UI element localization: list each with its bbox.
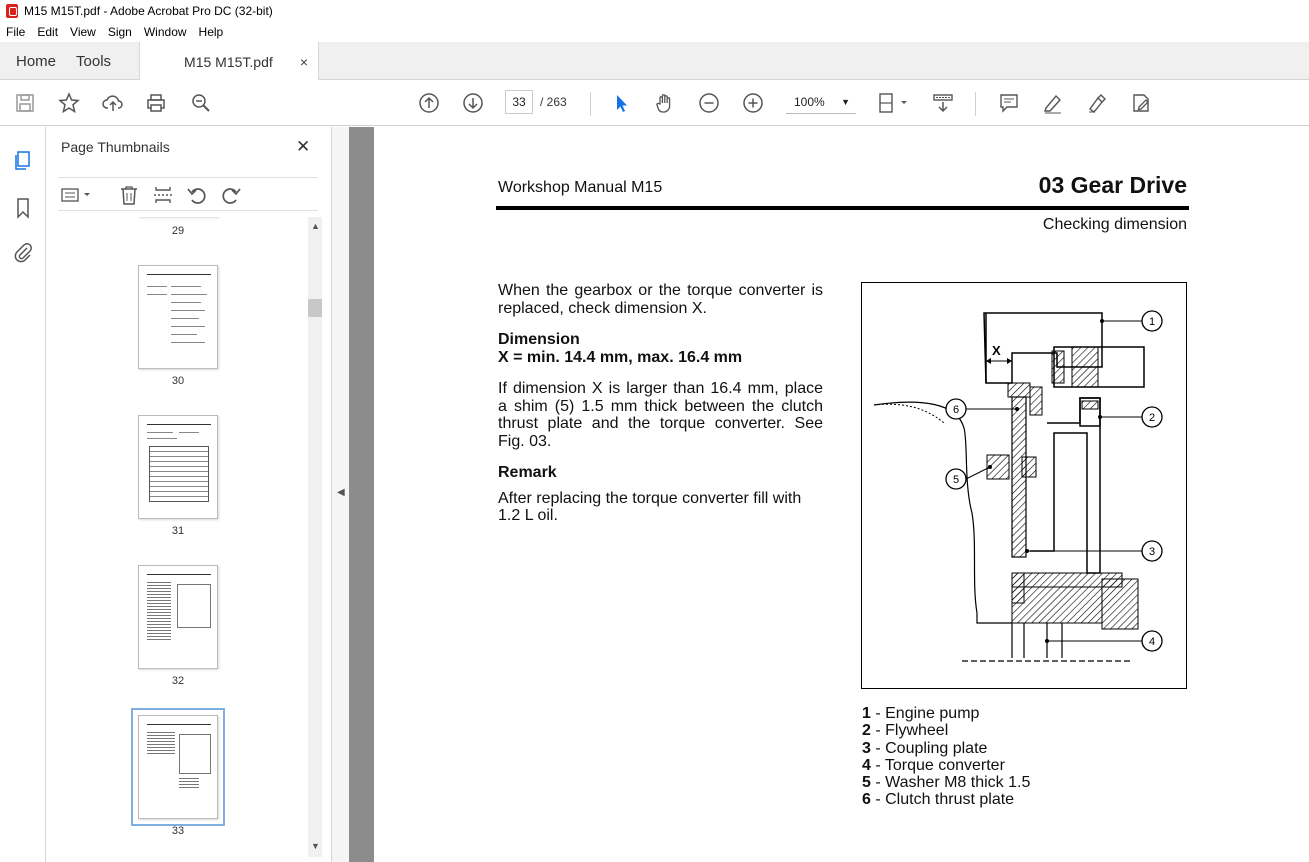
bookmark-star-icon[interactable] (56, 90, 82, 116)
thumbnail-label: 31 (171, 525, 185, 537)
zoom-level-select[interactable] (786, 90, 856, 114)
rotate-right-icon[interactable] (220, 184, 242, 206)
header-subtitle: Checking dimension (1042, 216, 1187, 233)
thumbnail-label: 33 (171, 825, 185, 837)
window-title: M15 M15T.pdf - Adobe Acrobat Pro DC (32-bit) (24, 4, 273, 18)
legend-item: 6 - Clutch thrust plate (862, 791, 1015, 809)
svg-text:1: 1 (1148, 316, 1156, 328)
legend-item: 3 - Coupling plate (862, 739, 988, 757)
options-menu-icon[interactable] (60, 184, 94, 206)
print-icon[interactable] (143, 90, 169, 116)
dimension-x-label: X (992, 343, 1001, 358)
tab-home[interactable]: Home (16, 52, 57, 70)
header-manual-title: Workshop Manual M15 (498, 179, 663, 196)
page-thumbnail-selected[interactable] (138, 715, 218, 819)
close-icon[interactable]: ✕ (296, 137, 311, 156)
tab-document[interactable] (139, 42, 319, 81)
rotate-left-icon[interactable] (186, 184, 208, 206)
toolbar-divider (590, 92, 591, 116)
menu-file[interactable]: File (6, 25, 26, 39)
sign-pen-icon[interactable] (1084, 90, 1110, 116)
page-thumbnail[interactable] (138, 415, 218, 519)
document-margin (349, 127, 374, 862)
collapse-panel-icon[interactable]: ◀ (337, 487, 345, 498)
figure-legend (862, 705, 1030, 809)
menu-bar (0, 22, 1309, 42)
insert-page-icon[interactable] (152, 184, 174, 206)
acrobat-app-icon (6, 4, 18, 18)
scroll-down-icon[interactable]: ▼ (311, 841, 320, 851)
tab-tools[interactable]: Tools (76, 52, 112, 70)
legend-item: 1 - Engine pump (862, 705, 980, 722)
page-thumbnails-icon[interactable] (12, 149, 34, 171)
legend-item: 4 - Torque converter (862, 756, 1005, 774)
document-page (374, 127, 1309, 862)
svg-text:3: 3 (1148, 546, 1156, 558)
page-thumbnails-panel (46, 127, 331, 862)
main-toolbar (0, 80, 1309, 126)
page-number-input[interactable]: 33 (505, 90, 533, 114)
thumbnail-label: 30 (171, 375, 185, 387)
callout-5 (946, 469, 966, 489)
chevron-down-icon: ▼ (841, 96, 850, 107)
bookmarks-icon[interactable] (12, 197, 34, 219)
thumbnail-toolbar (58, 177, 318, 211)
menu-window[interactable]: Window (143, 25, 187, 39)
technical-figure (861, 282, 1187, 689)
title-bar (0, 0, 1309, 22)
tab-document-label: M15 M15T.pdf (184, 53, 273, 70)
thumbnail-label: 32 (171, 675, 185, 687)
callout-1 (1142, 311, 1162, 331)
upload-cloud-icon[interactable] (100, 90, 126, 116)
tab-bar (0, 42, 1309, 80)
dimension-heading: Dimension (498, 331, 580, 348)
svg-text:4: 4 (1148, 636, 1156, 648)
dimension-value: X = min. 14.4 mm, max. 16.4 mm (498, 348, 743, 366)
attachments-icon[interactable] (12, 241, 34, 263)
svg-text:5: 5 (952, 474, 960, 486)
header-rule (496, 206, 1189, 210)
panel-title: Page Thumbnails (61, 139, 170, 155)
toolbar-divider (975, 92, 976, 116)
callout-4 (1142, 631, 1162, 651)
zoom-in-icon[interactable] (740, 90, 766, 116)
callout-3 (1142, 541, 1162, 561)
scroll-up-icon[interactable]: ▲ (311, 221, 320, 231)
zoom-level-value: 100% (794, 94, 825, 109)
page-thumbnail[interactable] (138, 565, 218, 669)
comment-icon[interactable] (996, 90, 1022, 116)
page-thumbnail[interactable] (138, 265, 218, 369)
callout-2 (1142, 407, 1162, 427)
legend-item: 2 - Flywheel (862, 722, 949, 740)
body-text (498, 282, 823, 539)
remark-heading: Remark (498, 464, 557, 481)
svg-text:6: 6 (952, 404, 960, 416)
menu-edit[interactable]: Edit (37, 25, 59, 39)
delete-page-icon[interactable] (118, 184, 140, 206)
menu-sign[interactable]: Sign (107, 25, 132, 39)
navigation-rail (0, 127, 46, 862)
save-icon[interactable] (12, 90, 38, 116)
select-pointer-icon[interactable] (608, 90, 634, 116)
panel-splitter[interactable] (331, 127, 349, 862)
zoom-out-icon[interactable] (696, 90, 722, 116)
page-total: / 263 (540, 95, 567, 109)
gear-drive-diagram (862, 283, 1188, 690)
svg-text:2: 2 (1148, 412, 1156, 424)
thumbnail-label: 29 (171, 225, 185, 237)
edit-document-icon[interactable] (1128, 90, 1154, 116)
scroll-mode-icon[interactable] (930, 90, 956, 116)
scrollbar-thumb[interactable] (308, 299, 322, 317)
tab-close-icon[interactable]: × (299, 53, 309, 70)
intro-paragraph: When the gearbox or the torque converter is replaced, check dimension X. (498, 282, 823, 317)
menu-help[interactable]: Help (198, 25, 224, 39)
highlight-pen-icon[interactable] (1040, 90, 1066, 116)
thumbnail-list (58, 217, 318, 857)
header-chapter-title: 03 Gear Drive (1038, 172, 1187, 198)
find-zoom-icon[interactable] (188, 90, 214, 116)
menu-view[interactable]: View (70, 25, 96, 39)
legend-item: 5 - Washer M8 thick 1.5 (862, 774, 1031, 792)
hand-tool-icon[interactable] (652, 90, 678, 116)
callout-6 (946, 399, 966, 419)
remark-paragraph: After replacing the torque converter fill with 1.2 L oil. (498, 489, 802, 524)
page-fit-icon[interactable] (876, 90, 912, 116)
next-page-icon[interactable] (460, 90, 486, 116)
shim-paragraph: If dimension X is larger than 16.4 mm, place a shim (5) 1.5 mm thick between the clutch thrust plate and the torque converter. See Fig. 03. (498, 380, 823, 450)
previous-page-icon[interactable] (416, 90, 442, 116)
